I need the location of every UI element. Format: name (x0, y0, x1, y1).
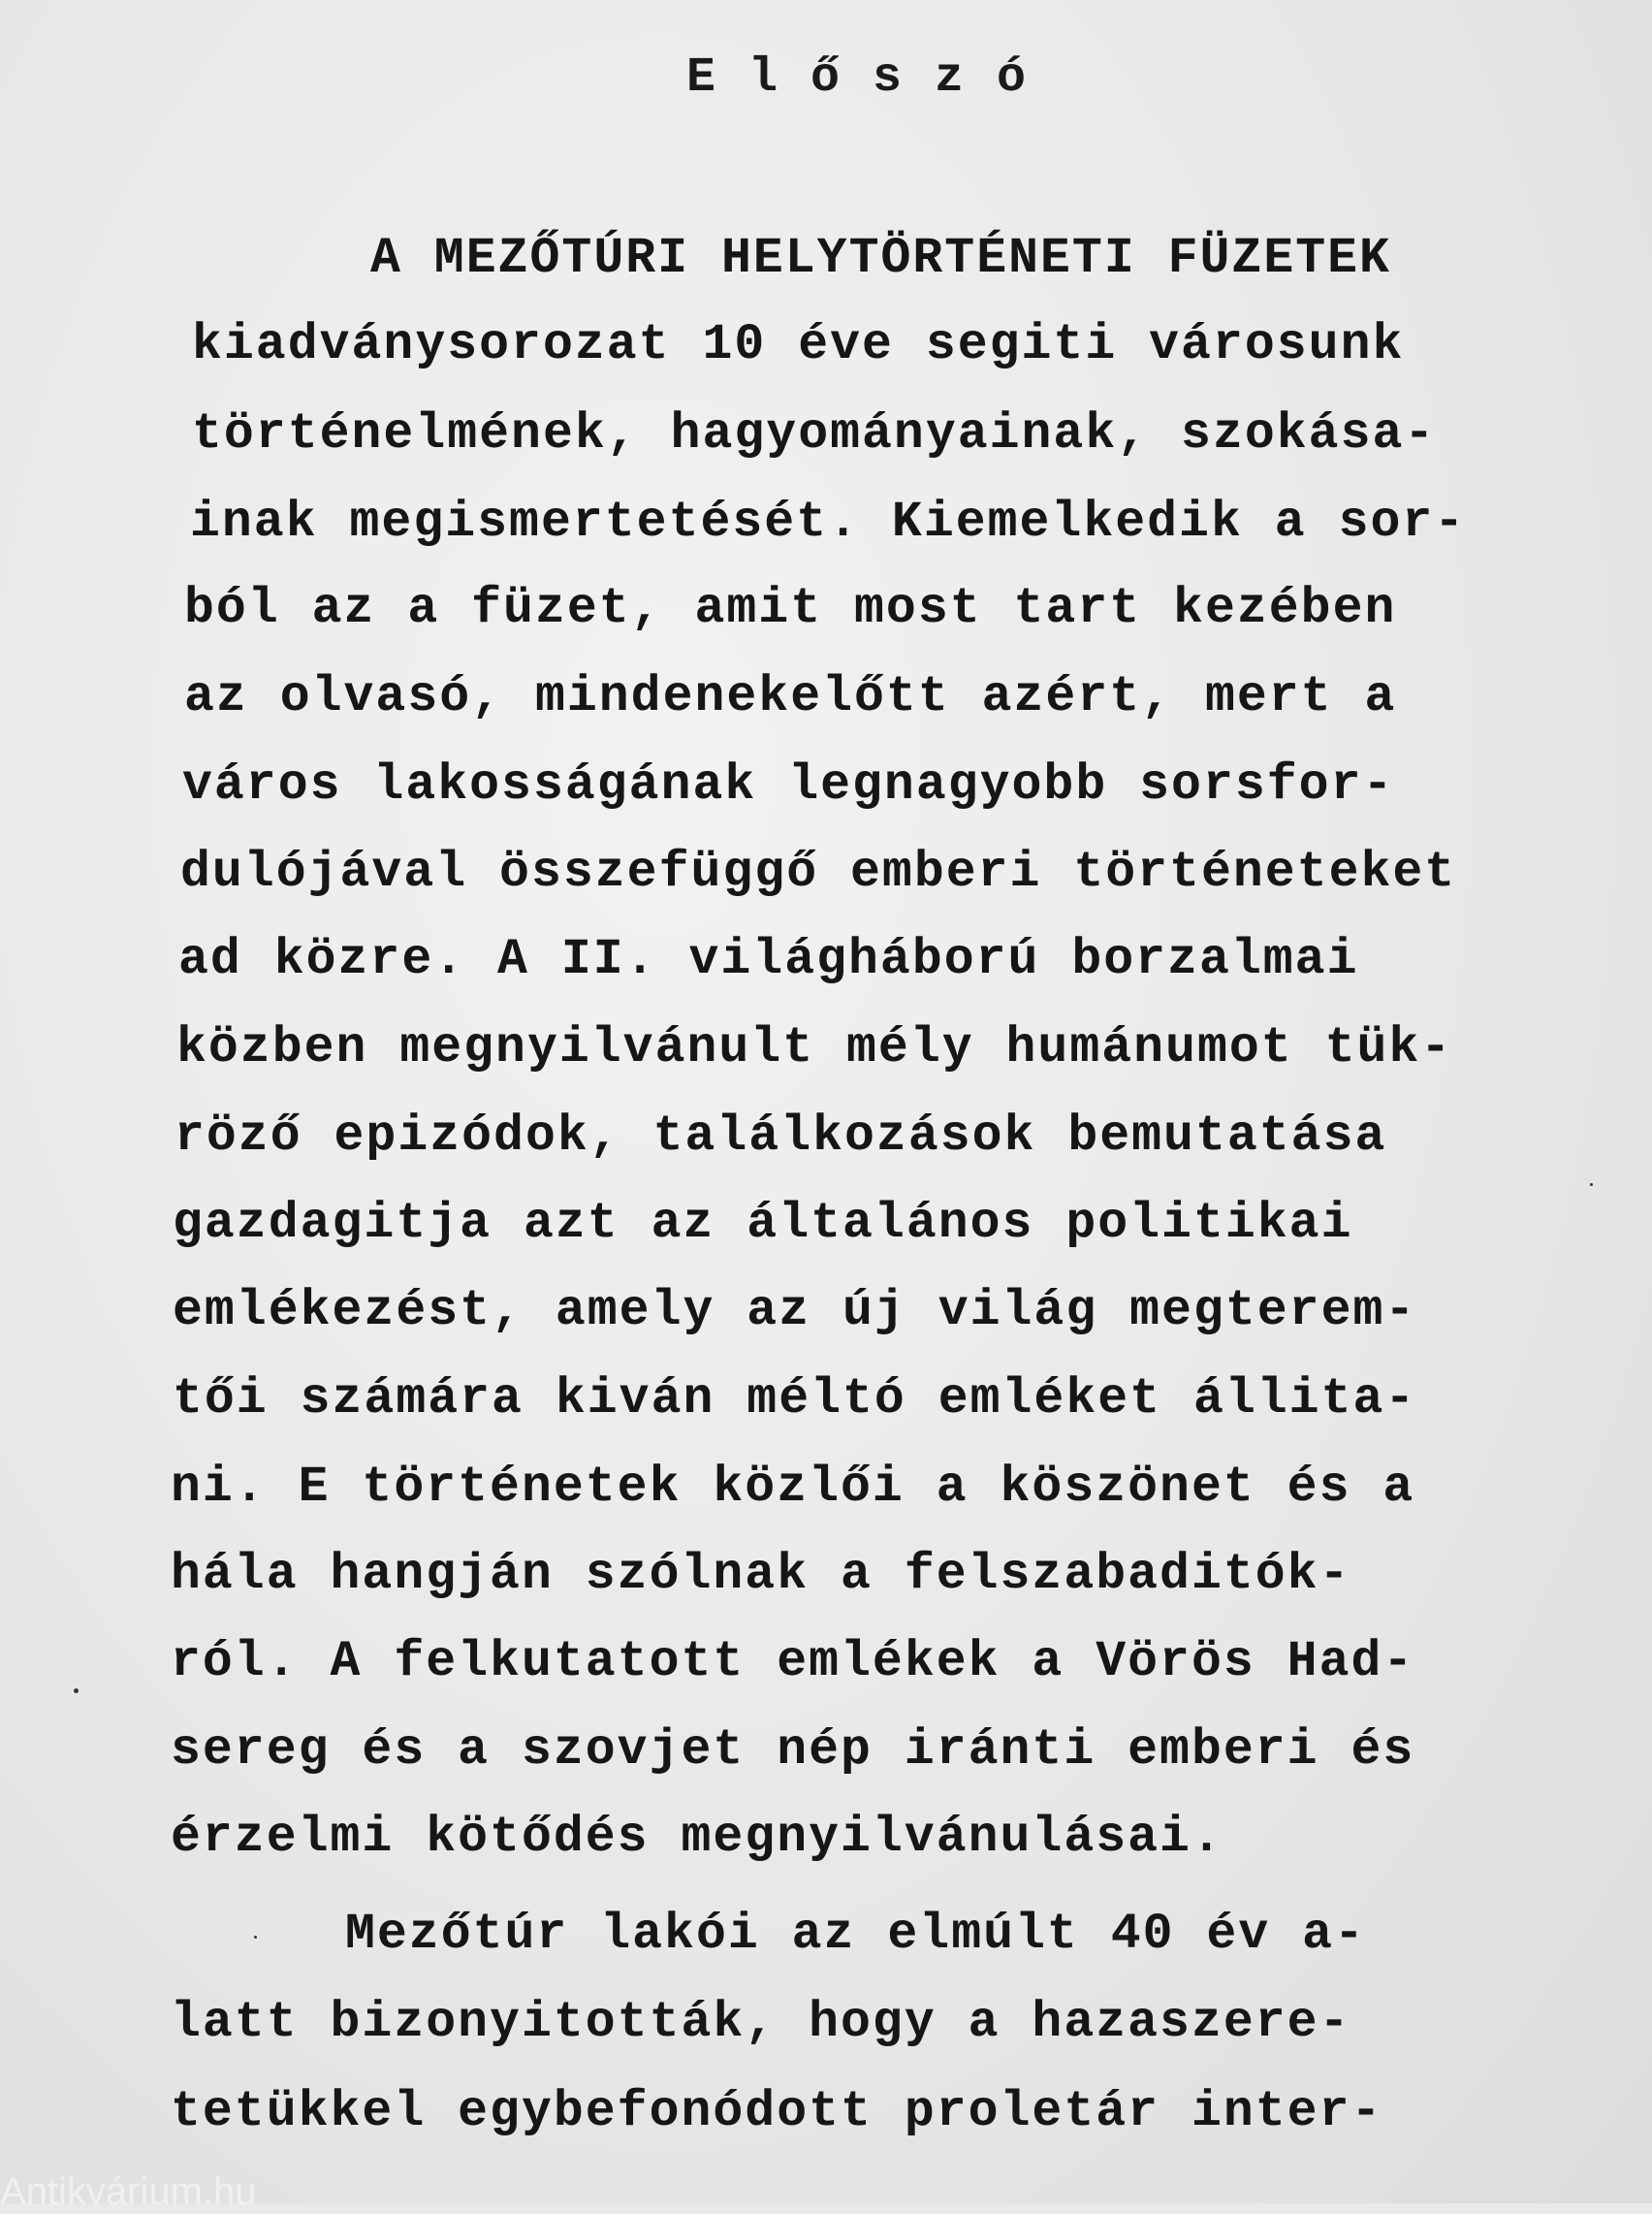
text-line: Mezőtúr lakói az elmúlt 40 év a- (345, 1907, 1366, 1963)
text-line: tetükkel egybefonódott proletár inter- (171, 2084, 1383, 2140)
text-line: érzelmi kötődés megnyilvánulásai. (171, 1810, 1223, 1866)
text-line: kiadványsorozat 10 éve segiti városunk (192, 317, 1405, 373)
text-line: gazdagitja azt az általános politikai (173, 1196, 1353, 1252)
text-line: hála hangján szólnak a felszabaditók- (171, 1547, 1351, 1603)
text-line: ból az a füzet, amit most tart kezében (184, 581, 1397, 637)
text-line: latt bizonyitották, hogy a hazaszere- (171, 1995, 1351, 2051)
ink-speck (1590, 1183, 1593, 1186)
text-line: röző epizódok, találkozások bemutatása (175, 1108, 1387, 1165)
text-line: ni. E történetek közlői a köszönet és a (171, 1460, 1415, 1516)
text-line: inak megismertetését. Kiemelkedik a sor- (190, 495, 1467, 551)
ink-speck (254, 1936, 257, 1939)
text-line: A MEZŐTÚRI HELYTÖRTÉNETI FÜZETEK (370, 231, 1391, 287)
text-line: emlékezést, amely az új világ megterem- (173, 1283, 1417, 1339)
text-line: város lakosságának legnagyobb sorsfor- (182, 757, 1395, 814)
text-line: sereg és a szovjet nép iránti emberi és (171, 1722, 1415, 1779)
page-title: Előszó (685, 50, 1060, 106)
text-line: közben megnyilvánult mély humánumot tük- (176, 1020, 1453, 1076)
text-line: történelmének, hagyományainak, szokása- (192, 406, 1437, 463)
watermark: Antikvárium.hu (0, 2170, 257, 2213)
text-line: ról. A felkutatott emlékek a Vörös Had- (171, 1634, 1415, 1690)
text-line: tői számára kiván méltó emléket állita- (173, 1371, 1417, 1428)
text-line: dulójával összefüggő emberi történeteket (180, 845, 1457, 901)
text-line: az olvasó, mindenekelőtt azért, mert a (184, 669, 1397, 725)
text-line: ad közre. A II. világháború borzalmai (178, 932, 1359, 988)
ink-speck (74, 1688, 79, 1693)
